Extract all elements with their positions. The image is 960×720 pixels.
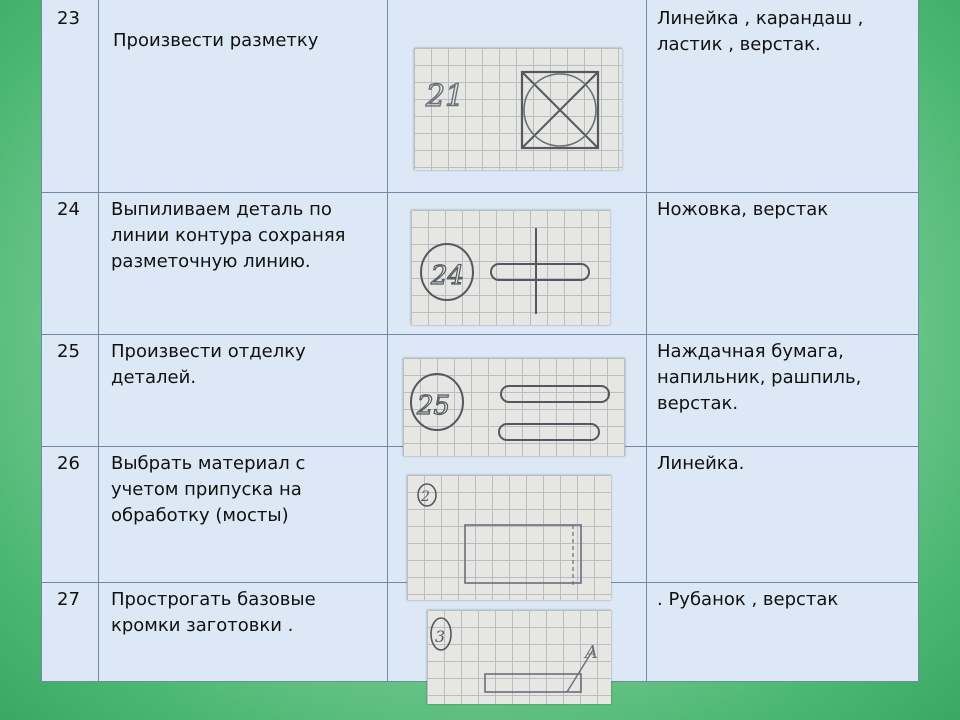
operation-text: Произвести разметку [113,30,319,51]
sketch-label: 3 [435,627,446,646]
sketch-label: 24 [431,261,465,291]
tools-text: Линейка , карандаш , ластик , верстак. [657,8,864,55]
step-number-cell [41,0,99,192]
tools-text: Линейка. [657,453,745,474]
operation-text: Произвести отделку деталей. [111,341,306,388]
step-number: 23 [57,8,80,29]
tools-cell [647,335,919,446]
step-number: 25 [57,341,80,362]
step-number-cell [41,447,99,582]
sketch-photo-sawing [411,210,610,325]
tools-cell [647,0,919,192]
step-number: 24 [57,199,80,220]
tools-cell [647,193,919,334]
step-number-cell [41,193,99,334]
operation-cell [99,583,388,682]
tools-cell [647,583,919,682]
sketch-photo-planing [427,610,611,704]
step-number: 26 [57,453,80,474]
sketch-photo-finishing [403,358,625,456]
operation-text: Выбрать материал с учетом припуска на обработку (мосты) [111,453,306,526]
sketch-label: 2 [421,489,430,505]
step-number-cell [41,583,99,682]
step-number: 27 [57,589,80,610]
tools-cell [647,447,919,582]
sketch-label: 25 [417,391,451,421]
svg-text:A: A [585,642,598,663]
sketch-label: 21 [426,79,465,114]
sketch-photo-marking [414,48,622,170]
operation-text: Выпиливаем деталь по линии контура сохраняя разметочную линию. [111,199,346,272]
operation-text: Прострогать базовые кромки заготовки . [111,589,316,636]
operation-cell [99,0,388,192]
operation-cell [99,447,388,582]
step-number-cell [41,335,99,446]
tools-text: Наждачная бумага, напильник, рашпиль, верстак. [657,341,862,414]
tools-text: . Рубанок , верстак [657,589,839,610]
tools-text: Ножовка, верстак [657,199,829,220]
operation-cell [99,193,388,334]
operation-cell [99,335,388,446]
sketch-photo-material [407,475,611,600]
